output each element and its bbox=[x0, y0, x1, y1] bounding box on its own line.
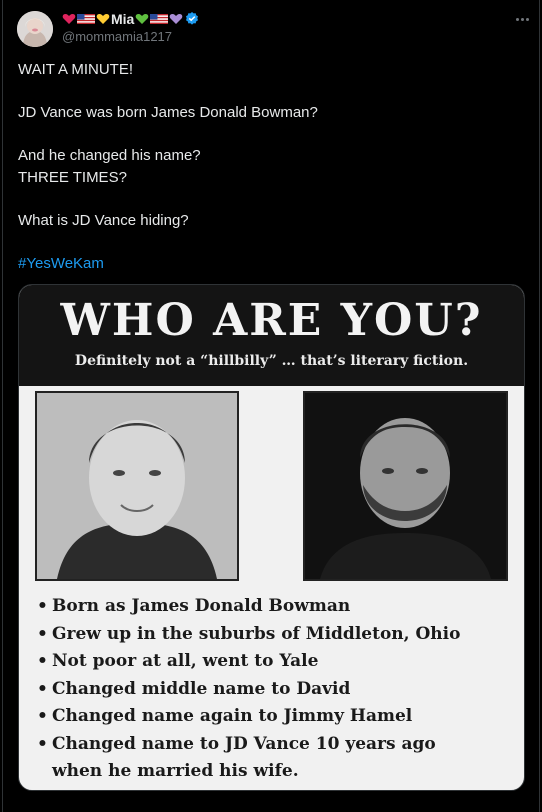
bullet-item: • Grew up in the suburbs of Middleton, Ohio bbox=[37, 623, 461, 644]
more-dots-icon bbox=[526, 18, 529, 21]
portrait-photo-right bbox=[303, 391, 508, 581]
verified-badge-icon bbox=[184, 11, 200, 27]
young-man-photo-icon bbox=[37, 393, 237, 579]
more-dots-icon bbox=[516, 18, 519, 21]
us-flag-icon bbox=[77, 12, 95, 26]
author-handle[interactable]: @mommamia1217 bbox=[62, 29, 173, 44]
bullet-item: • Changed name again to Jimmy Hamel bbox=[37, 706, 413, 726]
portrait-photo-left bbox=[35, 391, 239, 581]
media-bullet-list bbox=[37, 593, 460, 786]
more-options-button[interactable] bbox=[514, 12, 530, 26]
bullet-item: • Changed middle name to David bbox=[37, 678, 351, 699]
bearded-man-photo-icon bbox=[305, 393, 506, 579]
author-display-name[interactable]: Mia bbox=[111, 11, 135, 27]
purple-heart-icon bbox=[169, 12, 183, 26]
post-line-1: WAIT A MINUTE! bbox=[18, 61, 134, 78]
media-banner bbox=[19, 285, 524, 386]
media-title: WHO ARE YOU? bbox=[60, 295, 483, 346]
more-dots-icon bbox=[521, 18, 524, 21]
green-heart-icon bbox=[135, 12, 149, 26]
avatar[interactable] bbox=[17, 11, 53, 47]
author-name-row[interactable] bbox=[62, 10, 200, 28]
bullet-item: • Changed name to JD Vance 10 years ago when he married his wife. bbox=[37, 733, 436, 781]
post-media-image[interactable] bbox=[18, 284, 525, 791]
post-line-3: And he changed his name? THREE TIMES? bbox=[18, 147, 201, 186]
bullet-item: • Born as James Donald Bowman bbox=[37, 596, 351, 616]
red-heart-icon bbox=[62, 12, 76, 26]
post-text bbox=[18, 59, 528, 231]
media-subtitle: Definitely not a “hillbilly” … that’s literary fiction. bbox=[74, 353, 469, 369]
bullet-item: • Not poor at all, went to Yale bbox=[37, 651, 319, 671]
post-line-2: JD Vance was born James Donald Bowman? bbox=[18, 104, 318, 121]
us-flag-icon bbox=[150, 12, 168, 26]
hashtag-link[interactable]: #YesWeKam bbox=[18, 255, 104, 272]
yellow-heart-icon bbox=[96, 12, 110, 26]
post-line-4: What is JD Vance hiding? bbox=[18, 211, 189, 229]
avatar-icon bbox=[17, 11, 53, 47]
